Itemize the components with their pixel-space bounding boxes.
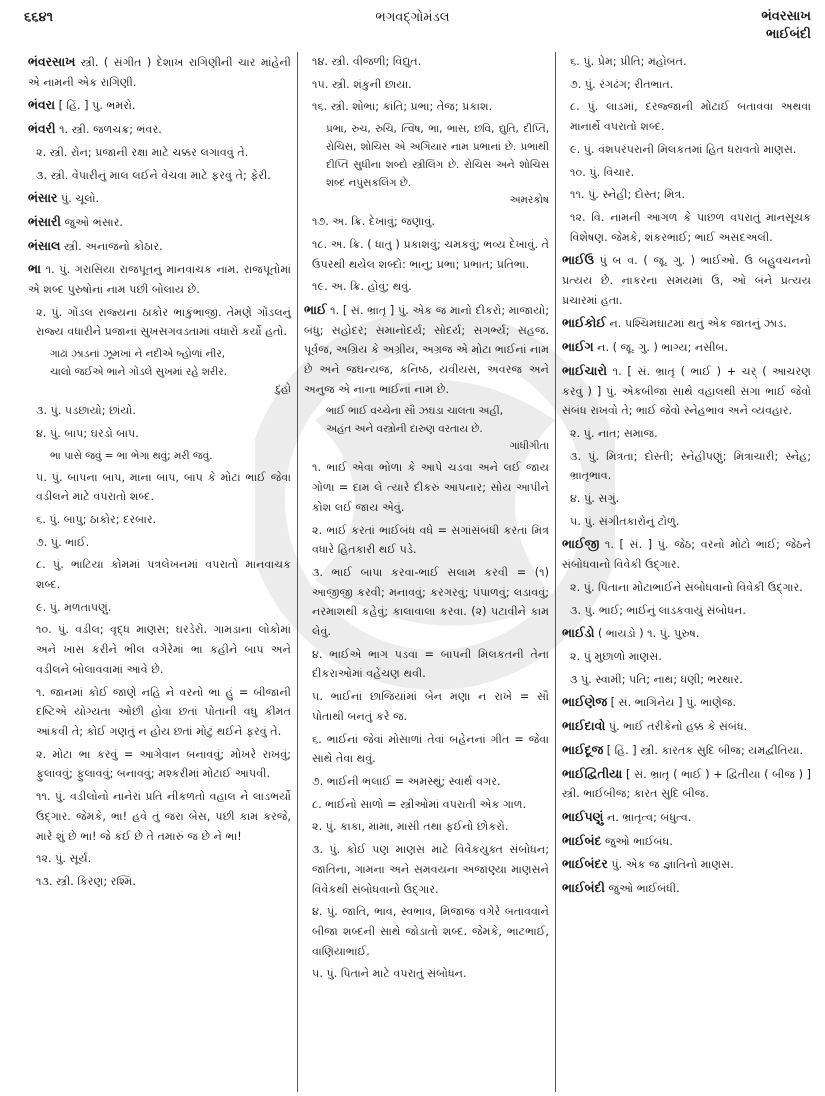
headword: ભાઈપણું bbox=[562, 808, 604, 824]
sense-definition: ૬. પું. બાપુ; ઠાકોર; દરબાર. bbox=[36, 512, 157, 526]
sense-definition: ૮. ભાઈનો સાળો = સ્ત્રીઓમાં વપરાતી એક ગાળ. bbox=[312, 797, 527, 811]
sense-definition: ૨. ભાઈ કરતાં ભાઈબંધ વધે = સગાંસંબંધી કરતાં મિત્ર વધારે હિતકારી થઈ પડે. bbox=[312, 523, 549, 557]
definition-text: ૧. [ સં. ] પું. જેઠ; વરનો મોટો ભાઈ; જેઠને સંબોધવાનો વિવેકી ઉદ્ગાર. bbox=[562, 538, 811, 572]
dictionary-entry bbox=[562, 807, 811, 828]
sense-definition: ૭. પું. ભાઈ. bbox=[36, 535, 90, 549]
definition-text: જુઓ ભાઈબંધી. bbox=[608, 882, 680, 896]
definition-text: પું બ વ. ( જૂ. ગુ. ) ભાઈઓ. ઉ બહુવચનનો પ્રત્યય છે. નાકરના સમયમાં ઉ, ઓ બંને પ્રત્યય પ્રચારમાં હતા. bbox=[562, 254, 811, 307]
sense-definition: ૫. ભાઈનાં છાજિયાંમાં બેન મણા ન રાખે = સૌ પોતાથી બનતું કરે જ. bbox=[312, 690, 549, 723]
dictionary-entry bbox=[28, 236, 291, 257]
definition-text: સ્ત્રી. ( સંગીત ) દેશાખ રાગિણીની ચાર માંહેની એ નામની એક રાગિણી. bbox=[28, 56, 291, 89]
guide-word-first: ભંવરસાખ bbox=[761, 9, 811, 24]
sense-definition: ૮. પું. લાડમાં, દરજ્જાની મોટાઈ બતાવવા અથવા માનાર્થે વપરાતો શબ્દ. bbox=[570, 100, 811, 134]
sense-definition: ૧૧. પું. વડીલોનો નાનેરાં પ્રતિ નીકળતો વહાલ ને લાડભર્યો ઉદ્ગાર. જેમકે, ભા! હવે તું જરા બેસ, પછી કામ કરજે, મારે શું છે ભા! જે કંઈ છે તે તમારું જ છે ને ભા! bbox=[36, 790, 291, 843]
sense-definition: ૧૯. અ. ક્રિ. હોવું; થવું. bbox=[312, 280, 412, 294]
dictionary-entry bbox=[28, 259, 291, 299]
definition-text: [ હિં. ] સ્ત્રી. કારતક સુદિ બીજ; યમદ્વીતિયા. bbox=[606, 743, 804, 757]
definition-text: [ હિં. ] પું. ભમરો. bbox=[58, 99, 136, 113]
dictionary-entry bbox=[562, 692, 811, 713]
definition-text: પું. ચૂલો. bbox=[60, 192, 100, 206]
dictionary-entry bbox=[562, 764, 811, 804]
sense-definition: ૨. પું. કાકા, મામા, માસી તથા ફઈનો છોકરો. bbox=[312, 820, 509, 834]
sense-definition: ૭. ભાઈની ભલાઈ = અમસ્થું; સ્વાર્થ વગર. bbox=[312, 774, 501, 788]
dictionary-entry bbox=[304, 300, 549, 400]
sense-definition: ૫. પું. બાપના બાપ, માના બાપ, બાપ કે મોટા ભાઈ જેવા વડીલને માટે વપરાતો શબ્દ. bbox=[36, 470, 291, 504]
headword: ભાઈબંદ bbox=[562, 832, 602, 848]
quotation-line: ચાલો જઈએ ભાને ગોંડલે સુખમાં રહે શરીર. bbox=[50, 366, 227, 379]
quotation-line: ભાઈ ભાઈ વચ્ચેના સૌ ઝઘડા ચાલતા અહીં, bbox=[326, 405, 504, 418]
dictionary-entry bbox=[28, 119, 291, 140]
sense-definition: ૩. પું. ભાઈ; ભાઈનું લાડકવાયું સંબોધન. bbox=[570, 603, 746, 617]
sense-definition: ૧૨. વિ. નામની આગળ કે પાછળ વપરાતું માનસૂચક વિશેષણ. જેમકે, શંકરભાઈ; ભાઈ અસદઅલી. bbox=[570, 210, 811, 244]
definition-text: ન. ભ્રાતૃત્વ; બંધુત્વ. bbox=[606, 810, 692, 824]
sense-definition: ૧૬. સ્ત્રી. શોભા; કાંતિ; પ્રભા; તેજ; પ્રકાશ. bbox=[312, 100, 493, 114]
dictionary-columns bbox=[22, 52, 817, 1092]
definition-text: ન. પશ્ચિમઘાટમાં થતું એક જાતનું ઝાડ. bbox=[609, 317, 787, 331]
sense-definition: ૧૦. પું. વિચાર. bbox=[570, 165, 635, 179]
sense-definition: ૩. પું. પડછાયો; છાંયો. bbox=[36, 404, 136, 418]
sense-definition: ૧૩. સ્ત્રી. કિરણ; રશ્મિ. bbox=[36, 874, 136, 888]
guide-words bbox=[761, 8, 811, 44]
sense-definition: ૭. પું. રંગઢંગ; રીતભાત. bbox=[570, 77, 674, 91]
dictionary-entry bbox=[28, 188, 291, 209]
page-header bbox=[0, 0, 825, 48]
definition-text: ૧. પું. ગરાસિયા રાજપૂતનું માનવાચક નામ. રાજપૂતોમાં એ શબ્દ પુરુષોનાં નામ પછી બોલાય છે. bbox=[28, 263, 291, 297]
column-2 bbox=[298, 52, 556, 1092]
definition-text: ૧. [ સં. ભ્રાતૃ ( ભાઈ ) + ચર્ ( આચરણ કરવું ) ] પું. એકબીજા સાથે વહાલથી સગા ભાઈ જેવો સંબંધ રાખવો તે; ભાઈ જેવો સ્નેહભાવ અને વ્યવહાર. bbox=[562, 364, 811, 418]
definition-text: પું. એક જ જ્ઞાતિનો માણસ. bbox=[611, 858, 734, 872]
quotation-block bbox=[304, 402, 549, 455]
sense-definition: ૪. પું. જાતિ, ભાવ, સ્વભાવ, મિજાજ વગેરે બતાવવાને બીજા શબ્દની સાથે જોડાતો શબ્દ. જેમકે, ભાટભાઈ, વાણિયાભાઈ. bbox=[312, 905, 549, 958]
sense-definition: ૪. ભાઈએ ભાગ પડવા = બાપની મિલકતની તેના દીકરાઓમાં વહેંચણ થવી. bbox=[312, 647, 549, 681]
definition-text: જુઓ ભંસાર. bbox=[64, 215, 123, 229]
quotation-line: પ્રભા, રુચ, રુચિ, ત્વિષ, ભા, ભાસ, છવિ, દ્યુતિ, દીપ્તિ, રોચિસ, શોચિસ એ અગિયાર નામ પ્રભાનાં છે. પ્રભાથી દીપ્તિ સુધીના શબ્દો સ્ત્રીલિંગ છે. રોચિસ અને શોચિસ શબ્દ નપુંસકલિંગ છે. bbox=[326, 123, 549, 190]
sense-definition: ૨. મોટા ભા કરવું = આગેવાન બનાવવું; મોખરે રાખવું; ફુલાવવું; ફુલાવવું; બનાવવું; મશ્કરીમાં મોટાઈ આપવી. bbox=[36, 747, 291, 781]
sense-definition: ૨. પું મુછાળો માણસ. bbox=[570, 649, 662, 663]
headword: ભા bbox=[28, 261, 41, 277]
quotation-block bbox=[28, 345, 291, 398]
definition-text: [ સં. ભ્રાતૃ ( ભાઈ ) + દ્વિતીયા ( બીજ ) ] સ્ત્રી. ભાઈબીજ; કારત સુદિ બીજ. bbox=[562, 767, 811, 801]
headword: ભંવરસાખ bbox=[28, 54, 76, 69]
sense-definition: ૧૭. અ. ક્રિ. દેખાવું; જણાવું. bbox=[312, 215, 435, 229]
page-number: ૬૬૪૧ bbox=[24, 10, 53, 25]
headword: ભંસાર bbox=[28, 190, 58, 206]
definition-text: સ્ત્રી. અનાજનો કોઠાર. bbox=[63, 239, 163, 253]
sense-definition: ૧૪. સ્ત્રી. વીજળી; વિદ્યુત. bbox=[312, 55, 422, 68]
sense-definition: ૧. જાનમાં કોઈ જાણે નહિ ને વરનો ભા હું = બીજાની દષ્ટિએ યોગ્યતા ઓછી હોવા છતાં પોતાની વધુ કીમત આંકવી તે; કોઈ ગણતું ન હોય છતાં મોટું થઈને ફરવું તે. bbox=[36, 685, 291, 738]
sense-definition: ૧૮. અ. ક્રિ. ( ધાતુ ) પ્રકાશવું; ચમકવું; ભવ્ય દેખાવું. તે ઉપરથી થયેલ શબ્દો: ભાનુ; પ્રભા; પ્રભાત; પ્રતિભા. bbox=[312, 237, 549, 271]
dictionary-entry bbox=[28, 95, 291, 116]
definition-text: પું. ભાઈ તરીકેનો હક્ક કે સંબંધ. bbox=[608, 720, 748, 734]
sense-definition: ૧૨. પું. સૂર્ય. bbox=[36, 852, 92, 866]
quotation-source: દુહો bbox=[275, 383, 291, 396]
headword: ભાઈદૂજ bbox=[562, 741, 604, 757]
dictionary-entry bbox=[562, 337, 811, 358]
headword: ભાઈકોઈ bbox=[562, 315, 606, 331]
sense-definition: ૧૦. પું. વડીલ; વૃદ્ધ માણસ; ઘરડેરો. ગામડાના લોકોમાં અને ખાસ કરીને ભીલ વગેરેમાં ભા કહીને બાપ અને વડીલને બોલાવવામાં આવે છે. bbox=[36, 623, 291, 676]
headword: ભાઈગ bbox=[562, 339, 594, 355]
sense-definition: ૪. પું. સગું. bbox=[570, 492, 620, 506]
sense-definition: ૫. પું. સંગીતકારોનું ટોળું. bbox=[570, 514, 680, 528]
dictionary-entry bbox=[562, 831, 811, 852]
sense-definition: ૨. સ્ત્રી. રોન; પ્રજાની રક્ષા માટે ચક્કર લગાવવું તે. bbox=[36, 145, 249, 159]
headword: ભાઈચારો bbox=[562, 362, 607, 378]
guide-word-last: ભાઈબંદી bbox=[765, 27, 811, 42]
headword: ભાઈદ્વિતીયા bbox=[562, 765, 623, 781]
definition-text: [ સં. ભાગિનેય ] પું. ભાણેજ. bbox=[610, 696, 737, 710]
sense-definition: ૯. પું. મળતાપણું. bbox=[36, 600, 112, 614]
definition-text: ૧. [ સં. ભ્રાતૃ ] પું. એક જ માનો દીકરો; માજાયો; બંધુ; સહોદર; સમાનોદર્ય; સોદર્ય; સગર્ભ્ય; સહજ. પૂર્વજ, અગ્રિય કે અગ્રીય, અગ્રજ એ મોટા ભાઈનાં નામ છે અને જઘન્યજ, કનિષ્ઠ, યવીયસ, અવરજ અને અનુજ એ નાના ભાઈનાં નામ છે. bbox=[304, 303, 549, 396]
headword: ભાઈજી bbox=[562, 536, 600, 552]
sense-definition: ૫. પું. પિતાને માટે વપરાતું સંબોધન. bbox=[312, 967, 467, 981]
headword: ભાઈ bbox=[304, 301, 327, 317]
dictionary-entry bbox=[562, 313, 811, 334]
headword: ભાઈડો bbox=[562, 625, 595, 641]
dictionary-entry bbox=[562, 534, 811, 574]
quotation-line: ગાઢાં ઝાડનાં ઝૂમખાં ને નદીએ બ્હોળાં નીર, bbox=[50, 348, 226, 361]
definition-text: ન. ( જૂ. ગુ. ) ભાગ્ય; નસીબ. bbox=[597, 341, 729, 355]
quotation-line: ભા પાસે જવું = ભા ભેગા થવું; મરી જવું. bbox=[50, 449, 213, 462]
sense-definition: ૨. પું. પિતાના મોટાભાઈને સંબોધવાનો વિવેકી ઉદ્ગાર. bbox=[570, 580, 803, 594]
sense-definition: ૨. પું. ગોંડલ રાજ્યના ઠાકોર ભાકુંભાજી. તેમણે ગોંડલનું રાજ્ય વધારીને પ્રજાનાં સુખસગવડતામાં વધારો કર્યો હતો. bbox=[36, 305, 291, 339]
sense-definition: ૬. પું. પ્રેમ; પ્રીતિ; મહોબત. bbox=[570, 55, 687, 68]
headword: ભાઈઉ bbox=[562, 252, 594, 268]
sense-definition: ૩ પું. સ્વામી; પતિ; નાથ; ધણી; ભરથાર. bbox=[570, 672, 743, 686]
sense-definition: ૧૧. પું. સ્નેહી; દોસ્ત; મિત્ર. bbox=[570, 188, 685, 202]
sense-definition: ૬. ભાઈનાં જેવાં મોસાળાં તેવાં બહેનનાં ગીત = જેવા સાથે તેવા થવું. bbox=[312, 732, 549, 766]
headword: ભાઈબંદર bbox=[562, 856, 608, 872]
quotation-block bbox=[304, 120, 549, 209]
sense-definition: ૩. પું. કોઈ પણ માણસ માટે વિવેકયુક્ત સંબોધન; જાતિના, ગામના અને સમવયના અજાણ્યા માણસને વિવેકથી સંબોધવાનો ઉદ્ગાર. bbox=[312, 843, 549, 896]
sense-definition: ૩. ભાઈ બાપા કરવા-ભાઈ સલામ કરવી = (૧) આજીજી કરવી; મનાવવું; કરગરવું; પંપાળવું; લડાવવું; નરમાશથી કહેવું; કાલાવાલા કરવા. (૨) પટાવીને કામ લેવું. bbox=[312, 565, 549, 639]
dictionary-entry bbox=[562, 878, 811, 899]
sense-definition: ૪. પું. બાપ; ઘરડો બાપ. bbox=[36, 426, 139, 440]
dictionary-entry bbox=[28, 52, 291, 92]
quotation-source: અમરકોષ bbox=[509, 194, 549, 207]
headword: ભાઈદાવો bbox=[562, 718, 606, 734]
book-title: ભગવદ્ગોમંડલ bbox=[375, 10, 450, 25]
headword: ભંસારી bbox=[28, 213, 61, 229]
headword: ભંસાલ bbox=[28, 237, 61, 253]
sense-definition: ૧. ભાઈ એવા ભોળા કે આપે ચડવા અને લઈ જાય ગોળા = દામ લે ત્યારે દીકરું આપનાર; સોય આપીને કોશ લઈ જાય એવું. bbox=[312, 461, 549, 514]
sense-definition: ૯. પું. વંશપરંપરાની મિલકતમાં હિત ધરાવતો માણસ. bbox=[570, 142, 797, 156]
sense-definition: ૮. પું. ભાટિયા કોમમાં પત્રલેખનમાં વપરાતો માનવાચક શબ્દ. bbox=[36, 558, 291, 592]
headword: ભાઈબંદી bbox=[562, 880, 605, 896]
quotation-line: અહંત અને વસ્ત્રોની દારુણ વરતાય છે. bbox=[326, 423, 483, 436]
dictionary-entry bbox=[562, 250, 811, 310]
headword: ભંવરા bbox=[28, 97, 56, 113]
sense-definition: ૩. પું. મિત્રતા; દોસ્તી; સ્નેહીપણું; મિત્રાચારી; સ્નેહ; ભ્રાતૃભાવ. bbox=[570, 449, 811, 483]
sense-definition: ૨. પું. નાત; સમાજ. bbox=[570, 426, 658, 440]
dictionary-entry bbox=[562, 854, 811, 875]
definition-text: ૧. સ્ત્રી. જળચક્ર; ભંવર. bbox=[59, 123, 162, 137]
dictionary-entry bbox=[562, 716, 811, 737]
quotation-source: ગાંધીગીતા bbox=[509, 440, 549, 453]
sense-definition: ૩. સ્ત્રી. વેપારીનું માલ લઈને વેચવા માટે ફરવું તે; ફેરી. bbox=[36, 168, 271, 182]
dictionary-entry bbox=[562, 740, 811, 761]
sense-definition: ૧૫. સ્ત્રી. શંકુની છાયા. bbox=[312, 77, 412, 91]
headword: ભાઈણેજ bbox=[562, 694, 608, 710]
definition-text: ( ભાયડો ) ૧. પું. પુરુષ. bbox=[597, 627, 700, 641]
definition-text: જુઓ ભાઈબંધ. bbox=[604, 834, 673, 848]
dictionary-entry bbox=[562, 623, 811, 644]
dictionary-entry bbox=[28, 212, 291, 233]
quotation-block bbox=[28, 447, 291, 465]
column-3 bbox=[556, 52, 817, 1092]
dictionary-entry bbox=[562, 361, 811, 421]
headword: ભંવરી bbox=[28, 121, 56, 137]
column-1 bbox=[22, 52, 298, 1092]
